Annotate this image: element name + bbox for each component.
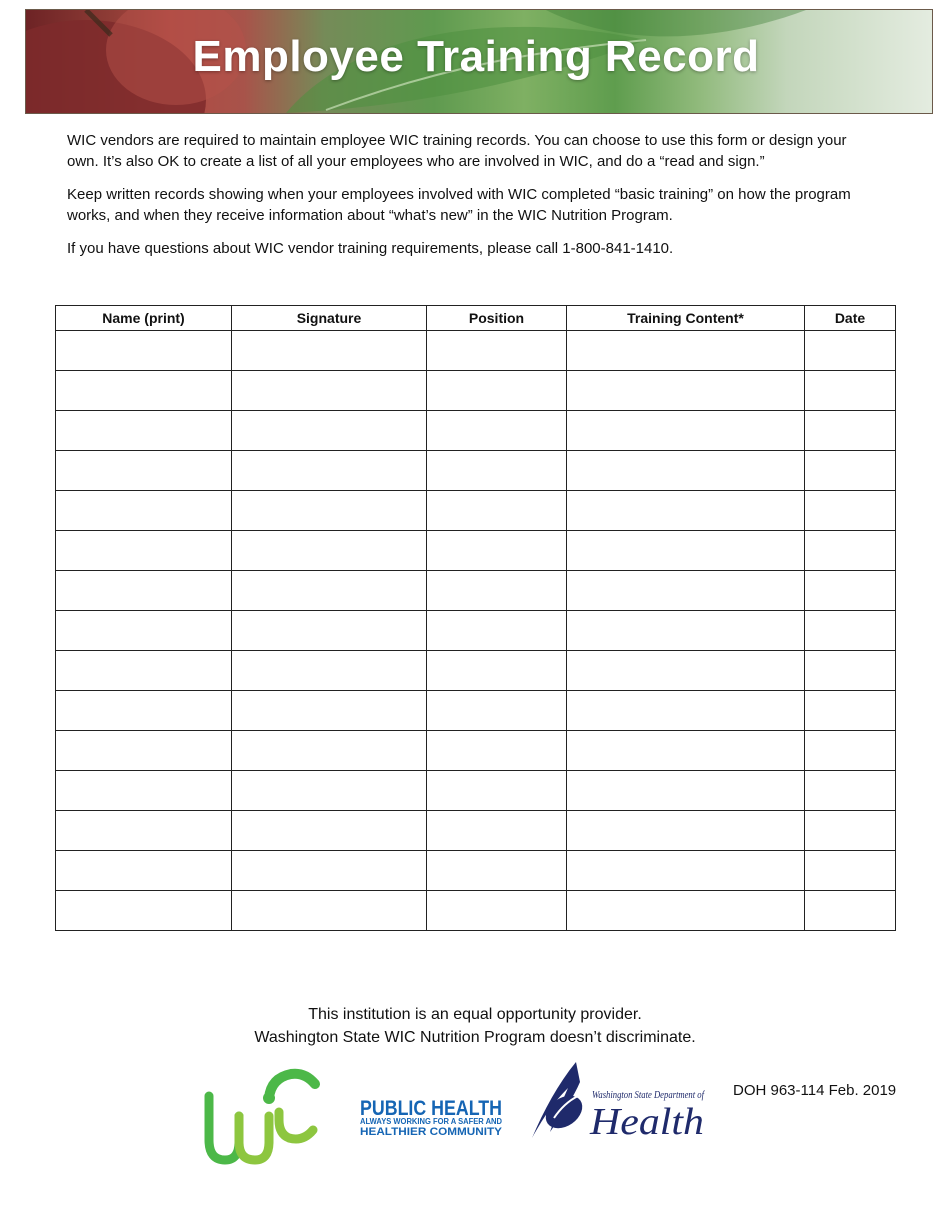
cell-date[interactable]	[805, 331, 896, 371]
cell-training-content[interactable]	[567, 331, 805, 371]
intro-text	[67, 130, 867, 271]
header-banner	[25, 9, 933, 114]
cell-date[interactable]	[805, 571, 896, 611]
cell-training-content[interactable]	[567, 571, 805, 611]
cell-training-content[interactable]	[567, 811, 805, 851]
doh-logo	[530, 1060, 710, 1142]
cell-date[interactable]	[805, 851, 896, 891]
cell-training-content[interactable]	[567, 731, 805, 771]
svg-text:PUBLIC HEALTH: PUBLIC HEALTH	[360, 1097, 502, 1120]
intro-paragraph-records: Keep written records showing when your employees involved with WIC completed “basic training” on how the program works, and when they receive information about “what’s new” in the WIC Nutrition Program.	[67, 186, 851, 224]
cell-name[interactable]	[56, 811, 232, 851]
cell-signature[interactable]	[232, 531, 427, 571]
page-title: Employee Training Record	[192, 32, 760, 81]
cell-name[interactable]	[56, 651, 232, 691]
cell-signature[interactable]	[232, 571, 427, 611]
equal-opportunity-notice	[0, 1003, 950, 1049]
cell-name[interactable]	[56, 371, 232, 411]
svg-text:ALWAYS WORKING FOR A SAFER AND: ALWAYS WORKING FOR A SAFER AND	[360, 1117, 503, 1126]
cell-signature[interactable]	[232, 851, 427, 891]
cell-training-content[interactable]	[567, 451, 805, 491]
svg-text:Washington State Department of: Washington State Department of	[592, 1090, 706, 1101]
cell-training-content[interactable]	[567, 691, 805, 731]
svg-text:HEALTHIER COMMUNITY: HEALTHIER COMMUNITY	[360, 1126, 503, 1137]
cell-date[interactable]	[805, 531, 896, 571]
document-code: DOH 963-114 Feb. 2019	[733, 1082, 897, 1099]
cell-name[interactable]	[56, 531, 232, 571]
cell-training-content[interactable]	[567, 491, 805, 531]
cell-signature[interactable]	[232, 451, 427, 491]
cell-training-content[interactable]	[567, 651, 805, 691]
cell-position[interactable]	[427, 331, 567, 371]
cell-position[interactable]	[427, 491, 567, 531]
table-row	[56, 331, 896, 371]
cell-position[interactable]	[427, 731, 567, 771]
cell-position[interactable]	[427, 811, 567, 851]
cell-name[interactable]	[56, 491, 232, 531]
cell-name[interactable]	[56, 331, 232, 371]
wic-logo	[203, 1068, 321, 1166]
table-row	[56, 491, 896, 531]
column-header-position: Position	[427, 306, 567, 331]
cell-training-content[interactable]	[567, 411, 805, 451]
table-row	[56, 451, 896, 491]
cell-signature[interactable]	[232, 651, 427, 691]
cell-training-content[interactable]	[567, 771, 805, 811]
table-row	[56, 571, 896, 611]
cell-position[interactable]	[427, 691, 567, 731]
column-header-signature: Signature	[232, 306, 427, 331]
cell-position[interactable]	[427, 891, 567, 931]
table-row	[56, 691, 896, 731]
cell-date[interactable]	[805, 651, 896, 691]
cell-name[interactable]	[56, 771, 232, 811]
cell-name[interactable]	[56, 571, 232, 611]
column-header-training-content: Training Content*	[567, 306, 805, 331]
notice-line: This institution is an equal opportunity provider.	[308, 1006, 642, 1023]
table-row	[56, 771, 896, 811]
table-row	[56, 531, 896, 571]
table-row	[56, 811, 896, 851]
cell-signature[interactable]	[232, 891, 427, 931]
cell-position[interactable]	[427, 771, 567, 811]
cell-position[interactable]	[427, 611, 567, 651]
intro-paragraph-contact: If you have questions about WIC vendor training requirements, please call 1-800-841-1410.	[67, 240, 674, 257]
cell-date[interactable]	[805, 451, 896, 491]
public-health-logo	[360, 1093, 505, 1137]
cell-name[interactable]	[56, 851, 232, 891]
cell-training-content[interactable]	[567, 531, 805, 571]
table-body	[56, 331, 896, 931]
cell-position[interactable]	[427, 451, 567, 491]
cell-name[interactable]	[56, 891, 232, 931]
table-row	[56, 891, 896, 931]
intro-paragraph-requirements: WIC vendors are required to maintain employee WIC training records. You can choose to use this form or design your own. It’s also OK to create a list of all your employees who are involved in WIC, and do a “read and sign.”	[67, 132, 847, 170]
notice-line: Washington State WIC Nutrition Program doesn’t discriminate.	[254, 1029, 696, 1046]
cell-date[interactable]	[805, 771, 896, 811]
cell-date[interactable]	[805, 891, 896, 931]
cell-date[interactable]	[805, 611, 896, 651]
cell-position[interactable]	[427, 571, 567, 611]
table-row	[56, 371, 896, 411]
column-header-name: Name (print)	[56, 306, 232, 331]
cell-name[interactable]	[56, 611, 232, 651]
cell-position[interactable]	[427, 651, 567, 691]
cell-signature[interactable]	[232, 331, 427, 371]
table-row	[56, 731, 896, 771]
training-record-table	[55, 305, 896, 931]
cell-signature[interactable]	[232, 771, 427, 811]
cell-position[interactable]	[427, 411, 567, 451]
cell-date[interactable]	[805, 491, 896, 531]
cell-training-content[interactable]	[567, 891, 805, 931]
cell-training-content[interactable]	[567, 371, 805, 411]
cell-training-content[interactable]	[567, 851, 805, 891]
cell-signature[interactable]	[232, 611, 427, 651]
cell-position[interactable]	[427, 371, 567, 411]
cell-date[interactable]	[805, 691, 896, 731]
cell-name[interactable]	[56, 451, 232, 491]
cell-date[interactable]	[805, 371, 896, 411]
table-row	[56, 851, 896, 891]
cell-name[interactable]	[56, 411, 232, 451]
table-row	[56, 611, 896, 651]
cell-signature[interactable]	[232, 371, 427, 411]
cell-name[interactable]	[56, 731, 232, 771]
cell-position[interactable]	[427, 531, 567, 571]
cell-signature[interactable]	[232, 411, 427, 451]
cell-date[interactable]	[805, 811, 896, 851]
svg-text:Health: Health	[588, 1101, 704, 1142]
cell-signature[interactable]	[232, 691, 427, 731]
cell-signature[interactable]	[232, 811, 427, 851]
table-row	[56, 411, 896, 451]
column-header-date: Date	[805, 306, 896, 331]
cell-name[interactable]	[56, 691, 232, 731]
cell-position[interactable]	[427, 851, 567, 891]
cell-training-content[interactable]	[567, 611, 805, 651]
cell-signature[interactable]	[232, 731, 427, 771]
cell-date[interactable]	[805, 411, 896, 451]
table-row	[56, 651, 896, 691]
table-header-row	[56, 306, 896, 331]
cell-signature[interactable]	[232, 491, 427, 531]
cell-date[interactable]	[805, 731, 896, 771]
